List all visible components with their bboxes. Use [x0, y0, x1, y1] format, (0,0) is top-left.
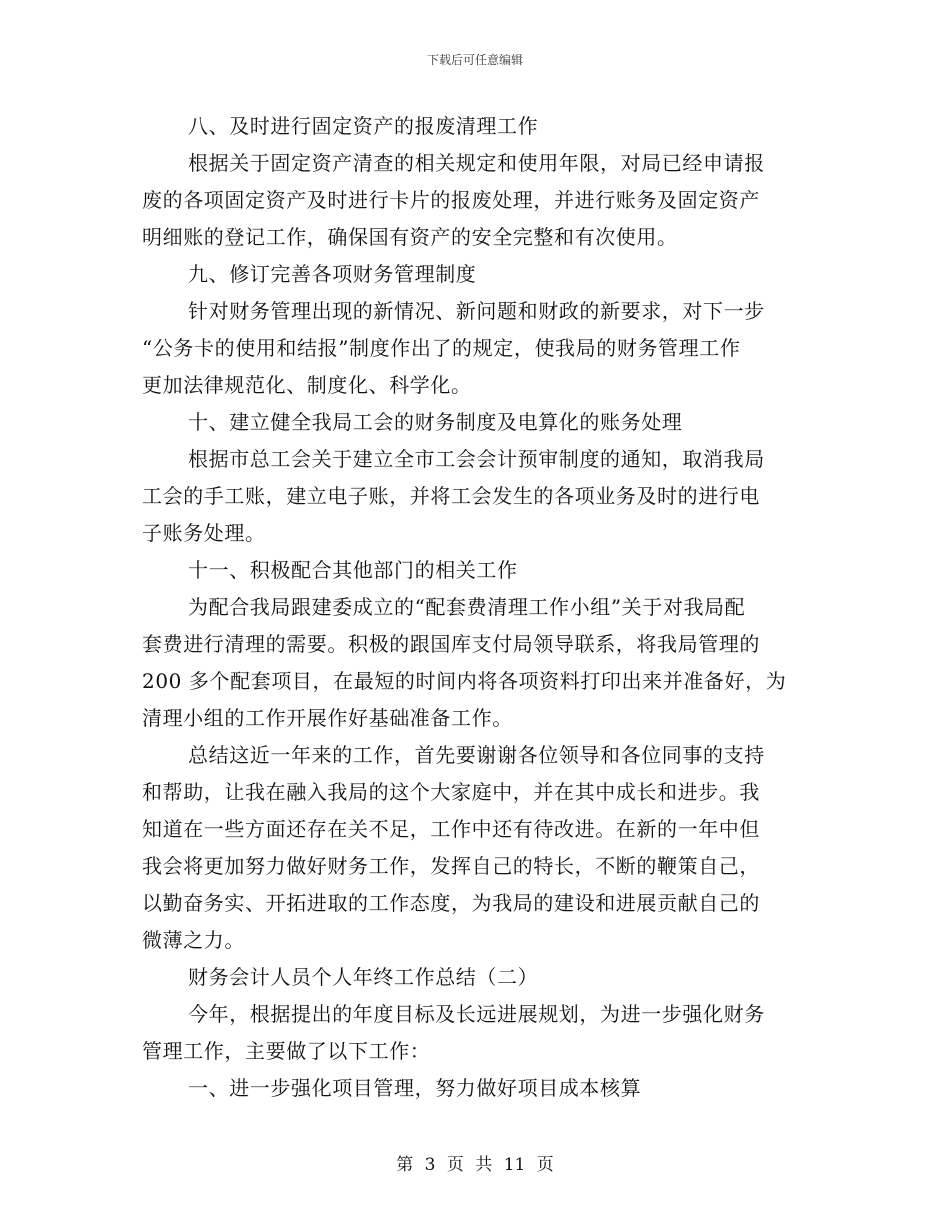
paragraph-line: 清理小组的工作开展作好基础准备工作。 — [142, 706, 513, 730]
paragraph-line: 以勤奋务实、开拓进取的工作态度，为我局的建设和进展贡献自己的 — [142, 891, 760, 915]
paragraph-line: 200 多个配套项目，在最短的时间内将各项资料打印出来并准备好，为 — [142, 669, 787, 693]
paragraph-line: 我会将更加努力做好财务工作，发挥自己的特长，不断的鞭策自己， — [142, 854, 760, 878]
page-number: 第 3 页 共 11 页 — [396, 1155, 554, 1175]
paragraph-line: 更加法律规范化、制度化、科学化。 — [142, 373, 472, 397]
document-subtitle: 财务会计人员个人年终工作总结（二） — [188, 965, 539, 989]
paragraph-line: 明细账的登记工作，确保国有资产的安全完整和有次使用。 — [142, 225, 678, 249]
section-heading: 十一、积极配合其他部门的相关工作 — [188, 558, 518, 582]
section-heading: 十、建立健全我局工会的财务制度及电算化的账务处理 — [188, 410, 683, 434]
paragraph-line: 知道在一些方面还存在关不足，工作中还有待改进。在新的一年中但 — [142, 817, 760, 841]
document-body — [142, 108, 814, 1107]
paragraph-line: 针对财务管理出现的新情况、新问题和财政的新要求，对下一步 — [188, 299, 765, 323]
paragraph-line: 工会的手工账，建立电子账，并将工会发生的各项业务及时的进行电 — [142, 484, 760, 508]
paragraph-line: “公务卡的使用和结报”制度作出了的规定，使我局的财务管理工作 — [142, 336, 741, 360]
paragraph-line: 管理工作，主要做了以下工作： — [142, 1039, 431, 1063]
paragraph-line: 微薄之力。 — [142, 928, 245, 952]
section-heading: 一、进一步强化项目管理，努力做好项目成本核算 — [188, 1076, 642, 1100]
section-heading: 八、及时进行固定资产的报废清理工作 — [188, 114, 539, 138]
paragraph-line: 今年，根据提出的年度目标及长远进展规划，为进一步强化财务 — [188, 1002, 765, 1026]
paragraph-line: 废的各项固定资产及时进行卡片的报废处理，并进行账务及固定资产 — [142, 188, 760, 212]
paragraph-line: 根据关于固定资产清查的相关规定和使用年限，对局已经申请报 — [188, 151, 765, 175]
paragraph-line: 总结这近一年来的工作，首先要谢谢各位领导和各位同事的支持 — [188, 743, 765, 767]
paragraph-line: 为配合我局跟建委成立的“配套费清理工作小组”关于对我局配 — [188, 595, 746, 619]
page-header-note: 下载后可任意编辑 — [426, 53, 523, 67]
section-heading: 九、修订完善各项财务管理制度 — [188, 262, 477, 286]
paragraph-line: 套费进行清理的需要。积极的跟国库支付局领导联系，将我局管理的 — [142, 632, 760, 656]
paragraph-line: 根据市总工会关于建立全市工会会计预审制度的通知，取消我局 — [188, 447, 765, 471]
paragraph-line: 和帮助，让我在融入我局的这个大家庭中，并在其中成长和进步。我 — [142, 780, 760, 804]
paragraph-line: 子账务处理。 — [142, 521, 266, 545]
